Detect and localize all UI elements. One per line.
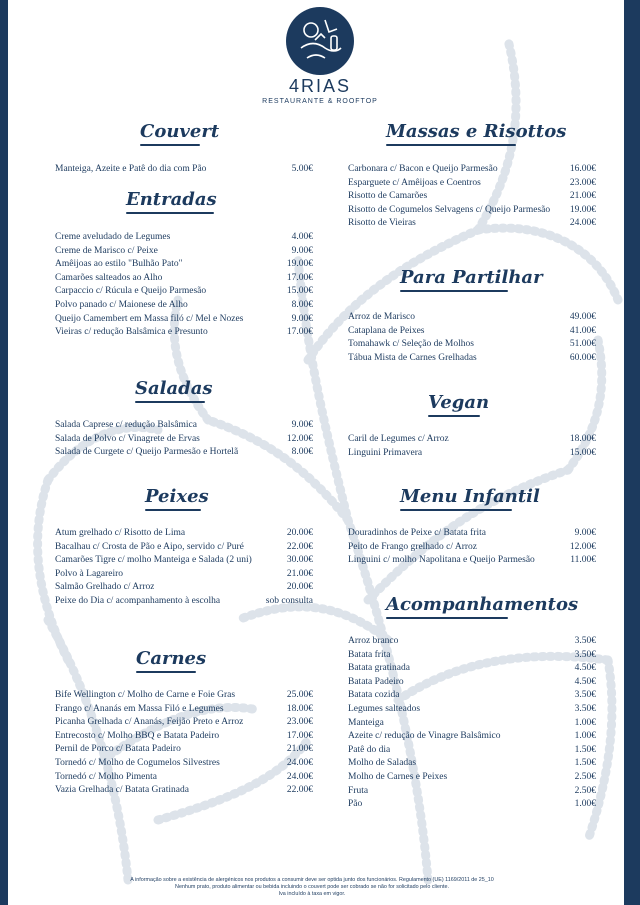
menu-item-price: 18.00€ (569, 434, 596, 444)
menu-item-row (348, 744, 596, 758)
menu-item-name: Entrecosto c/ Molho BBQ e Batata Padeiro (55, 730, 220, 741)
menu-item-price: 3.50€ (574, 690, 596, 701)
peixes-heading: Peixes (145, 486, 209, 511)
menu-item-row (348, 527, 596, 541)
menu-item-name: Polvo panado c/ Maionese de Alho (55, 299, 188, 310)
acompanhamentos-heading: Acompanhamentos (386, 594, 578, 619)
menu-item-price: 4.50€ (574, 663, 596, 674)
menu-item-price: 60.00€ (569, 352, 596, 363)
menu-item-row (348, 717, 596, 731)
menu-item-name: Tábua Mista de Carnes Grelhadas (348, 352, 477, 363)
menu-item-price: 12.00€ (569, 541, 596, 552)
menu-item-row (348, 785, 596, 799)
menu-item-row (348, 204, 596, 218)
restaurant-name: 4RIAS (288, 76, 352, 96)
menu-item-row (55, 299, 313, 313)
menu-item-name: Creme de Marisco c/ Peixe (55, 245, 158, 256)
menu-item-price: 1.50€ (574, 744, 596, 755)
menu-item-row (348, 689, 596, 703)
menu-item-name: Salada Caprese c/ redução Balsâmica (55, 420, 197, 430)
menu-item-row (55, 568, 313, 582)
menu-item-price: 3.50€ (574, 649, 596, 660)
menu-item-row (348, 177, 596, 191)
massas-list (348, 163, 596, 231)
menu-item-name: Camarões salteados ao Alho (55, 272, 163, 283)
menu-item-row (55, 730, 313, 744)
menu-item-name: Arroz de Marisco (348, 312, 416, 322)
menu-item-row (348, 311, 596, 325)
menu-item-price: 24.00€ (286, 757, 313, 768)
menu-item-name: Azeite c/ redução de Vinagre Balsâmico (348, 731, 501, 742)
menu-item-price: 9.00€ (291, 245, 313, 256)
menu-item-row (348, 703, 596, 717)
menu-item-row (55, 245, 313, 259)
menu-item-price: 21.00€ (286, 568, 313, 579)
menu-item-row (55, 433, 313, 447)
menu-item-price: 17.00€ (286, 730, 313, 741)
menu-item-name: Batata Padeiro (348, 676, 404, 687)
menu-item-row (55, 163, 313, 177)
menu-item-row (55, 419, 313, 433)
menu-item-price: 21.00€ (286, 744, 313, 755)
footer-line-allergens: A informação sobre a existência de alergénicos nos produtos a consumir deve ser optida junto dos funcionários. Regulamento (UE) 1169/2011 de 25_10 (130, 877, 494, 883)
menu-item-price: 20.00€ (286, 528, 313, 538)
peixes-list (55, 527, 313, 609)
menu-item-row (348, 757, 596, 771)
menu-item-price: 9.00€ (291, 420, 313, 430)
menu-item-row (55, 541, 313, 555)
menu-item-name: Pão (348, 799, 363, 810)
partilhar-heading: Para Partilhar (400, 267, 543, 292)
menu-item-row (348, 190, 596, 204)
infantil-list (348, 527, 596, 568)
menu-item-price: 41.00€ (569, 325, 596, 336)
entradas-heading: Entradas (126, 189, 217, 214)
menu-item-price: 51.00€ (569, 339, 596, 350)
menu-item-name: Caril de Legumes c/ Arroz (348, 434, 449, 444)
menu-item-price: 22.00€ (286, 785, 313, 796)
carnes-heading: Carnes (136, 648, 206, 673)
menu-item-price: 3.50€ (574, 703, 596, 714)
menu-item-row (348, 554, 596, 568)
menu-item-row (348, 163, 596, 177)
menu-item-price: 24.00€ (569, 218, 596, 229)
menu-item-row (55, 272, 313, 286)
couvert-list (55, 163, 313, 177)
menu-item-name: Carpaccio c/ Rúcula e Queijo Parmesão (55, 286, 207, 297)
menu-item-row (55, 703, 313, 717)
menu-item-price: 18.00€ (286, 703, 313, 714)
menu-item-price: 3.50€ (574, 636, 596, 646)
menu-item-row (55, 554, 313, 568)
menu-item-name: Pernil de Porco c/ Batata Padeiro (55, 744, 181, 755)
menu-item-name: Camarões Tigre c/ molho Manteiga e Salada (2 uni) (55, 555, 252, 566)
menu-item-price: 19.00€ (569, 204, 596, 215)
menu-item-name: Esparguete c/ Amêijoas e Coentros (348, 177, 481, 188)
menu-item-name: Frango c/ Ananás em Massa Filó e Legumes (55, 703, 224, 714)
menu-item-name: Douradinhos de Peixe c/ Batata frita (348, 528, 486, 538)
menu-item-name: Vazia Grelhada c/ Batata Gratinada (55, 785, 189, 796)
menu-item-name: Manteiga (348, 717, 384, 728)
menu-item-name: Molho de Carnes e Peixes (348, 771, 448, 782)
menu-page (8, 0, 624, 905)
menu-item-row (55, 313, 313, 327)
menu-item-row (348, 352, 596, 366)
menu-item-row (348, 730, 596, 744)
menu-item-price: 20.00€ (286, 582, 313, 593)
menu-item-name: Salada de Curgete c/ Queijo Parmesão e Hortelã (55, 447, 239, 458)
menu-item-row (348, 798, 596, 812)
menu-item-price: 5.00€ (291, 164, 313, 174)
menu-item-row (55, 258, 313, 272)
menu-item-row (348, 771, 596, 785)
menu-item-name: Batata frita (348, 649, 391, 660)
menu-item-price: 1.50€ (574, 758, 596, 769)
menu-item-price: 4.50€ (574, 676, 596, 687)
menu-item-name: Picanha Grelhada c/ Ananás, Feijão Preto e Arroz (55, 717, 244, 728)
menu-item-name: Risotto de Camarões (348, 191, 428, 202)
menu-item-row (55, 757, 313, 771)
menu-item-name: Cataplana de Peixes (348, 325, 425, 336)
menu-item-price: 15.00€ (569, 447, 596, 458)
menu-item-row (55, 689, 313, 703)
menu-item-name: Tornedó c/ Molho de Cogumelos Silvestres (55, 757, 220, 768)
menu-item-row (55, 595, 313, 609)
entradas-list (55, 231, 313, 340)
menu-item-name: Batata cozida (348, 690, 400, 701)
menu-item-name: Tornedó c/ Molho Pimenta (55, 771, 157, 782)
menu-item-price: 1.00€ (574, 731, 596, 742)
menu-item-name: Atum grelhado c/ Risotto de Lima (55, 528, 186, 538)
menu-item-row (348, 325, 596, 339)
menu-item-row (55, 716, 313, 730)
menu-item-price: 21.00€ (569, 191, 596, 202)
menu-item-row (55, 527, 313, 541)
menu-item-price: 23.00€ (569, 177, 596, 188)
menu-item-name: Patê do dia (348, 744, 391, 755)
menu-item-price: 2.50€ (574, 771, 596, 782)
menu-item-price: 24.00€ (286, 771, 313, 782)
menu-item-price: 4.00€ (291, 232, 313, 242)
vegan-list (348, 433, 596, 460)
footer-line-vat: Iva incluído à taxa em vigor. (278, 891, 346, 897)
menu-item-price: 11.00€ (570, 555, 596, 566)
menu-item-price: 22.00€ (286, 541, 313, 552)
menu-item-row (348, 541, 596, 555)
menu-item-row (55, 771, 313, 785)
menu-item-name: Linguini Primavera (348, 447, 423, 458)
infantil-heading: Menu Infantil (400, 486, 540, 511)
menu-item-row (348, 635, 596, 649)
menu-item-row (348, 217, 596, 231)
couvert-heading: Couvert (140, 121, 219, 146)
menu-item-name: Bife Wellington c/ Molho de Carne e Foie Gras (55, 690, 236, 700)
menu-item-row (348, 662, 596, 676)
menu-item-row (348, 433, 596, 447)
menu-item-name: Linguini c/ molho Napolitana e Queijo Parmesão (348, 555, 535, 566)
saladas-list (55, 419, 313, 460)
menu-item-name: Fruta (348, 785, 369, 796)
menu-item-row (55, 446, 313, 460)
menu-item-row (55, 231, 313, 245)
menu-item-price: 25.00€ (286, 690, 313, 700)
menu-item-name: Vieiras c/ redução Balsâmica e Presunto (55, 327, 208, 338)
menu-item-row (348, 649, 596, 663)
menu-item-name: Bacalhau c/ Crosta de Pão e Aipo, servido c/ Puré (55, 541, 244, 552)
menu-item-name: Carbonara c/ Bacon e Queijo Parmesão (348, 164, 498, 174)
menu-item-row (348, 338, 596, 352)
menu-item-name: Salmão Grelhado c/ Arroz (55, 582, 155, 593)
menu-item-name: Polvo à Lagareiro (55, 568, 124, 579)
menu-item-price: 1.00€ (574, 799, 596, 810)
menu-item-row (55, 581, 313, 595)
acompanhamentos-list (348, 635, 596, 812)
menu-item-price: 16.00€ (569, 164, 596, 174)
menu-item-price: 9.00€ (574, 528, 596, 538)
vegan-heading: Vegan (428, 392, 489, 417)
menu-item-price: 8.00€ (291, 299, 313, 310)
menu-item-name: Risotto de Cogumelos Selvagens c/ Queijo Parmesão (348, 204, 551, 215)
partilhar-list (348, 311, 596, 365)
menu-item-price: 9.00€ (291, 313, 313, 324)
menu-item-price: 1.00€ (574, 717, 596, 728)
menu-item-price: 12.00€ (286, 433, 313, 444)
menu-item-name: Manteiga, Azeite e Patê do dia com Pão (55, 164, 207, 174)
menu-item-price: sob consulta (265, 595, 313, 606)
menu-item-price: 19.00€ (286, 259, 313, 270)
menu-item-name: Legumes salteados (348, 703, 421, 714)
menu-item-price: 49.00€ (569, 312, 596, 322)
menu-item-price: 15.00€ (286, 286, 313, 297)
menu-item-row (55, 743, 313, 757)
menu-item-price: 30.00€ (286, 555, 313, 566)
menu-item-row (348, 447, 596, 461)
carnes-list (55, 689, 313, 798)
menu-item-price: 2.50€ (574, 785, 596, 796)
menu-item-name: Amêijoas ao estilo "Bulhão Pato" (55, 259, 183, 270)
menu-item-row (348, 676, 596, 690)
menu-item-row (55, 285, 313, 299)
menu-item-name: Arroz branco (348, 636, 399, 646)
footer-line-couvert: Nenhum prato, produto alimentar ou bebida incluindo o couvert pode ser cobrado se não for solicitado pelo cliente. (175, 884, 449, 890)
menu-item-row (55, 784, 313, 798)
menu-item-name: Batata gratinada (348, 663, 410, 674)
menu-item-price: 23.00€ (286, 717, 313, 728)
menu-item-name: Peito de Frango grelhado c/ Arroz (348, 541, 478, 552)
restaurant-logo-emblem (285, 6, 355, 76)
menu-item-row (55, 326, 313, 340)
menu-item-price: 17.00€ (286, 272, 313, 283)
menu-item-name: Queijo Camembert em Massa filó c/ Mel e Nozes (55, 313, 244, 324)
saladas-heading: Saladas (135, 378, 213, 403)
massas-heading: Massas e Risottos (386, 121, 566, 146)
menu-item-price: 8.00€ (291, 447, 313, 458)
menu-item-price: 17.00€ (286, 327, 313, 338)
restaurant-subtitle: RESTAURANTE & ROOFTOP (262, 98, 378, 105)
menu-item-name: Salada de Polvo c/ Vinagrete de Ervas (55, 433, 200, 444)
menu-item-name: Tomahawk c/ Seleção de Molhos (348, 339, 474, 350)
menu-item-name: Molho de Saladas (348, 758, 417, 769)
menu-item-name: Creme aveludado de Legumes (55, 232, 171, 242)
footer-legal-notice (0, 877, 624, 898)
menu-item-name: Risotto de Vieiras (348, 218, 416, 229)
menu-item-name: Peixe do Dia c/ acompanhamento à escolha (55, 595, 221, 606)
